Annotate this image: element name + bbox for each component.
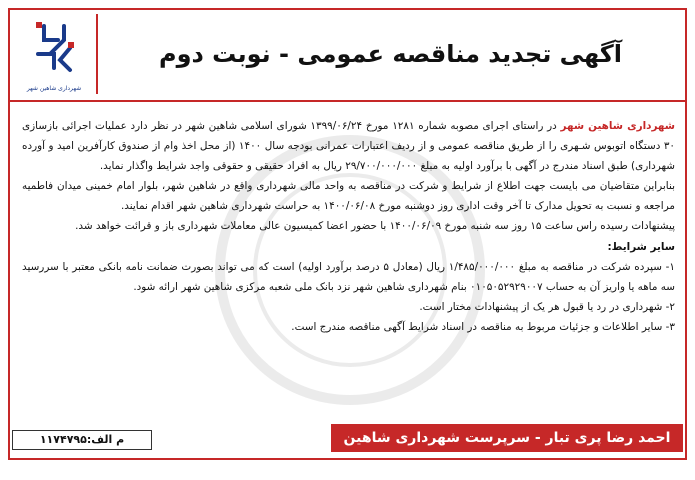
signature-banner: احمد رضا پری تبار - سرپرست شهرداری شاهین شهر <box>331 424 683 452</box>
notice-header <box>10 10 685 102</box>
notice-code: م الف:۱۱۷۴۷۹۵ <box>12 430 152 450</box>
logo-caption: شهرداری شاهین شهر <box>26 85 82 92</box>
condition-item: ۲- شهرداری در رد یا قبول هر یک از پیشنهادات مختار است. <box>419 300 675 313</box>
notice-body <box>22 116 675 337</box>
intro-text: در راستای اجرای مصوبه شماره ۱۲۸۱ مورخ ۱۳۹۹/۰۶/۲۴ شورای اسلامی شاهین شهر در نظر دارد عملیات اجرائی بازسازی ۳۰ دستگاه اتوبوس شـهری را از طریق مناقصه عمومی و از ردیف اعتبارات عمرانی بودجه سال ۱۴۰۰ (از محل اخذ وام از صندوق کارآفرین امید و آورده شهرداری) طبق اسناد مندرج در آگهی با برآورد اولیه به مبلغ ۲۹/۷۰۰/۰۰۰/۰۰۰ ریال به افراد حقیقی و حقوقی واجد شرایط واگذار نماید. <box>22 120 676 173</box>
condition-item: ۱- سپرده شرکت در مناقصه به مبلغ ۱/۴۸۵/۰۰۰/۰۰۰ ریال (معادل ۵ درصد برآورد اولیه) است که می تواند بصورت ضمانت نامه بانکی معتبر با سررسید سه ماهه یا واریز آن به حساب ۰۱۰۵۰۵۲۹۲۹۰۰۷ بنام شهرداری شاهین شهر نزد بانک ملی شعبه مرکزی شاهین شهر ارائه شود. <box>22 260 675 293</box>
org-name: شهرداری شاهین شهر <box>560 120 676 132</box>
submission-paragraph: بنابراین متقاضیان می بایست جهت اطلاع از شرایط و شرکت در مناقصه به واحد مالی شهرداری واقع در شاهین شهر، بلوار امام خمینی میدان فاطمیه مراجعه و نسبت به تحویل مدارک تا آخر وقت اداری روز دوشنبه مورخ ۱۴۰۰/۰۶/۰۸ به حراست شهرداری شاهین شهر اقدام نمایند. <box>22 180 675 213</box>
opening-paragraph: پیشنهادات رسیده راس ساعت ۱۵ روز سه شنبه مورخ ۱۴۰۰/۰۶/۰۹ با حضور اعضا کمیسیون عالی معاملات شهرداری باز و قرائت خواهد شد. <box>75 220 675 233</box>
conditions-title: سایر شرایط: <box>607 240 675 253</box>
condition-item: ۳- سایر اطلاعات و جزئیات مربوط به مناقصه در اسناد شرایط آگهی مناقصه مندرج است. <box>291 320 675 333</box>
municipality-logo <box>14 14 98 94</box>
notice-frame <box>8 8 687 474</box>
intro-paragraph <box>22 116 675 176</box>
notice-title: آگهی تجدید مناقصه عمومی - نوبت دوم <box>158 40 622 68</box>
municipality-emblem-icon <box>14 14 94 80</box>
